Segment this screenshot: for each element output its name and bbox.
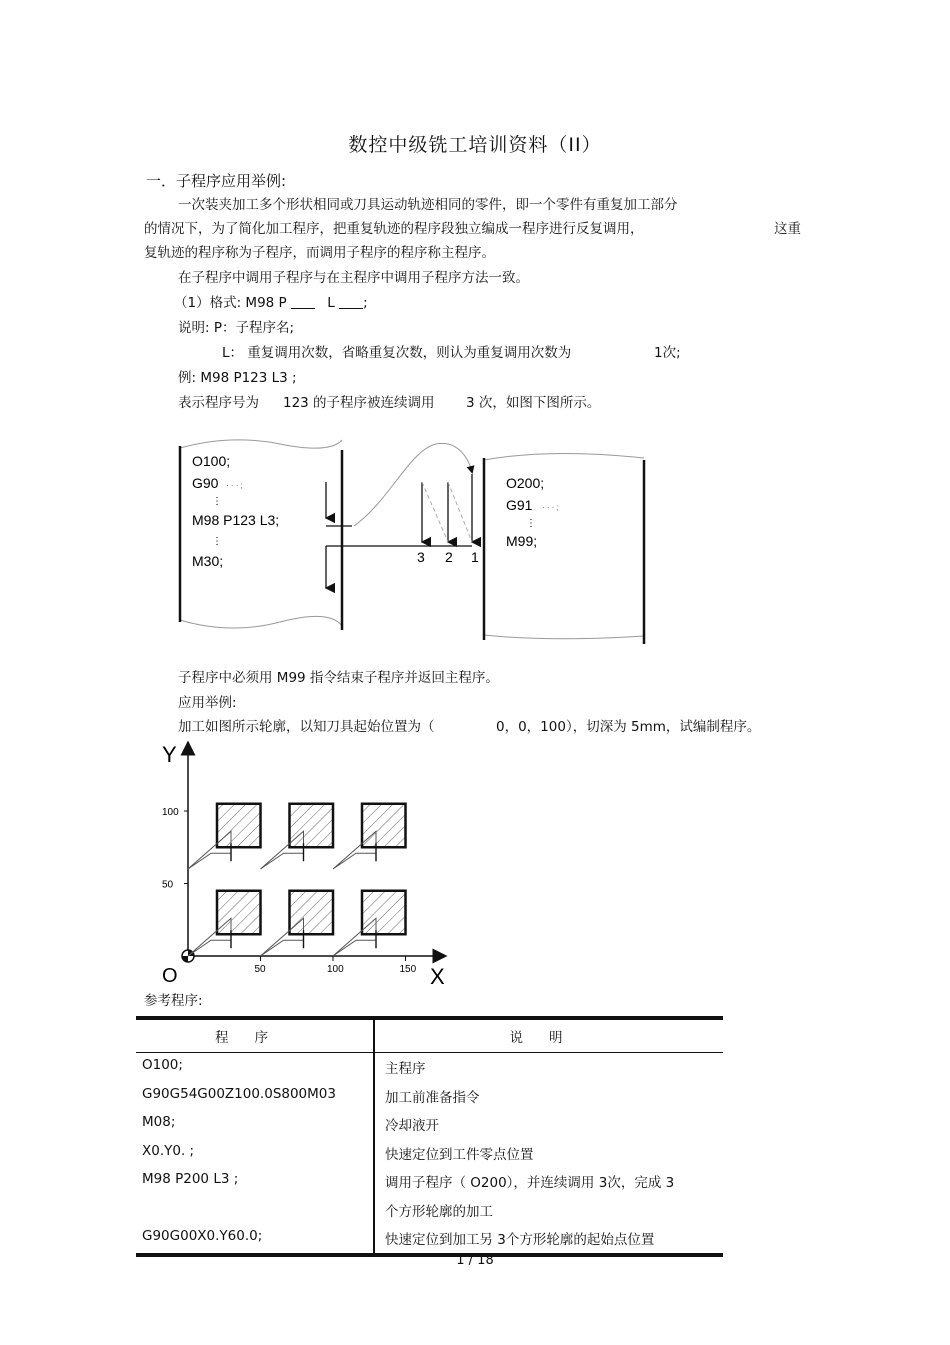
m99-note: 子程序中必须用 M99 指令结束子程序并返回主程序。 <box>178 670 499 686</box>
note-cell: 快速定位到加工另 3个方形轮廓的起始点位置 <box>385 1232 655 1248</box>
reference-program-label: 参考程序: <box>144 993 203 1009</box>
approach-path <box>188 831 231 869</box>
square-contour <box>362 891 406 935</box>
format-line <box>174 294 368 312</box>
contour-coordinate-diagram <box>140 740 460 990</box>
program-cell: G90G54G00Z100.0S800M03 <box>136 1082 374 1111</box>
main-vdots-2: ⋮ <box>212 536 222 547</box>
sub-line-g91: G91 <box>506 497 533 513</box>
approach-path <box>261 918 304 956</box>
program-cell: G90G00X0.Y60.0; <box>136 1224 374 1255</box>
repeat-count-3: 3 <box>417 549 425 565</box>
explain-b: 123 的子程序被连续调用 <box>283 395 435 411</box>
square-contour <box>362 804 406 848</box>
repeat-count-2: 2 <box>445 549 453 565</box>
note-cell: 调用子程序（ O200），并连续调用 3次，完成 3 <box>385 1175 675 1191</box>
blank-l <box>339 294 363 309</box>
program-cell: M08; <box>136 1110 374 1139</box>
page-number: 1 / 18 <box>456 1253 494 1268</box>
main-page-bottom-curve <box>180 616 342 628</box>
repeat-dash-1 <box>422 482 448 542</box>
note-cell: 加工前准备指令 <box>385 1089 480 1106</box>
note-l: L： 重复调用次数，省略重复次数，则认为重复调用次数为 <box>222 345 572 361</box>
approach-path <box>333 918 376 956</box>
square-contour <box>290 891 334 935</box>
approach-path <box>333 831 376 869</box>
table-row <box>136 1196 723 1225</box>
table-header-row <box>136 1018 723 1053</box>
format-semicolon: ; <box>363 295 368 311</box>
task-b: 0，0，100），切深为 5mm，试编制程序。 <box>496 719 761 735</box>
blank-p <box>291 294 315 309</box>
x-axis-label: X <box>430 964 445 989</box>
main-line-m98: M98 P123 L3; <box>192 512 280 528</box>
y-tick-label: 50 <box>162 879 174 891</box>
sub-line-o200: O200; <box>506 475 545 491</box>
table-row <box>136 1082 723 1111</box>
origin-marker-fill <box>182 956 188 962</box>
paragraph-line: 复轨迹的程序称为子程序，而调用子程序的程序称主程序。 <box>144 245 495 261</box>
program-cell: M98 P200 L3 ; <box>136 1167 374 1196</box>
subprogram-call-diagram <box>170 430 650 650</box>
sub-page-top-curve <box>484 453 644 460</box>
sub-dots: · · · ; <box>542 503 559 512</box>
column-header-note: 说明 <box>374 1018 723 1053</box>
main-vdots-1: ⋮ <box>212 496 222 507</box>
main-line-g90: G90 <box>192 475 219 491</box>
x-tick-label: 150 <box>399 964 417 975</box>
example-line: 例: M98 P123 L3 ; <box>178 370 297 386</box>
approach-path <box>261 831 304 869</box>
sub-page-bottom-curve <box>484 635 644 639</box>
task-a: 加工如图所示轮廓，以知刀具起始位置为（ <box>178 719 435 735</box>
paragraph-line-tail: 这重 <box>774 221 801 237</box>
sub-vdots: ⋮ <box>526 518 536 529</box>
repeat-count-1: 1 <box>471 549 479 565</box>
program-cell: O100; <box>136 1053 374 1082</box>
main-line-m30: M30; <box>192 553 224 569</box>
format-prefix: （1）格式: M98 P <box>174 295 287 311</box>
note-cell: 冷却液开 <box>385 1118 439 1134</box>
table-row <box>136 1224 723 1255</box>
note-l-tail: 1次; <box>654 345 681 361</box>
note-cell: 主程序 <box>385 1061 426 1077</box>
reference-program-table <box>136 1016 723 1257</box>
x-tick-label: 100 <box>327 964 344 975</box>
section-heading: 一．子程序应用举例: <box>146 172 287 190</box>
program-cell <box>136 1196 374 1225</box>
main-dots: · · · ; <box>226 481 243 490</box>
repeat-dash-2 <box>448 482 472 542</box>
program-cell: X0.Y0. ; <box>136 1139 374 1168</box>
column-header-program: 程序 <box>136 1018 374 1053</box>
x-tick-label: 50 <box>254 964 266 975</box>
call-curve-arrow <box>354 443 472 526</box>
square-contour <box>217 891 261 935</box>
square-contour <box>217 804 261 848</box>
format-l: L <box>327 295 335 311</box>
explain-a: 表示程序号为 <box>178 395 259 411</box>
main-line-o100: O100; <box>192 453 231 469</box>
main-page-top-curve <box>180 440 342 448</box>
table-row <box>136 1167 723 1196</box>
note-cell: 快速定位到工件零点位置 <box>385 1146 534 1163</box>
note-p: 说明: P：子程序名; <box>178 320 295 336</box>
page-title: 数控中级铣工培训资料（II） <box>348 134 602 156</box>
y-tick-label: 100 <box>162 807 179 818</box>
sub-line-m99: M99; <box>506 533 538 549</box>
square-contour <box>290 804 334 848</box>
origin-label: O <box>162 965 178 987</box>
paragraph-line: 的情况下，为了简化加工程序，把重复轨迹的程序段独立编成一程序进行反复调用， <box>144 221 644 237</box>
explain-c: 3 次，如图下图所示。 <box>466 395 601 411</box>
note-cell: 个方形轮廓的加工 <box>385 1203 493 1220</box>
approach-path <box>188 918 231 956</box>
y-axis-label: Y <box>162 742 177 767</box>
table-row <box>136 1110 723 1139</box>
app-example-label: 应用举例: <box>178 695 237 711</box>
paragraph: 在子程序中调用子程序与在主程序中调用子程序方法一致。 <box>178 270 529 286</box>
paragraph-line: 一次装夹加工多个形状相同或刀具运动轨迹相同的零件，即一个零件有重复加工部分 <box>178 197 678 213</box>
table-row <box>136 1139 723 1168</box>
table-row <box>136 1053 723 1082</box>
